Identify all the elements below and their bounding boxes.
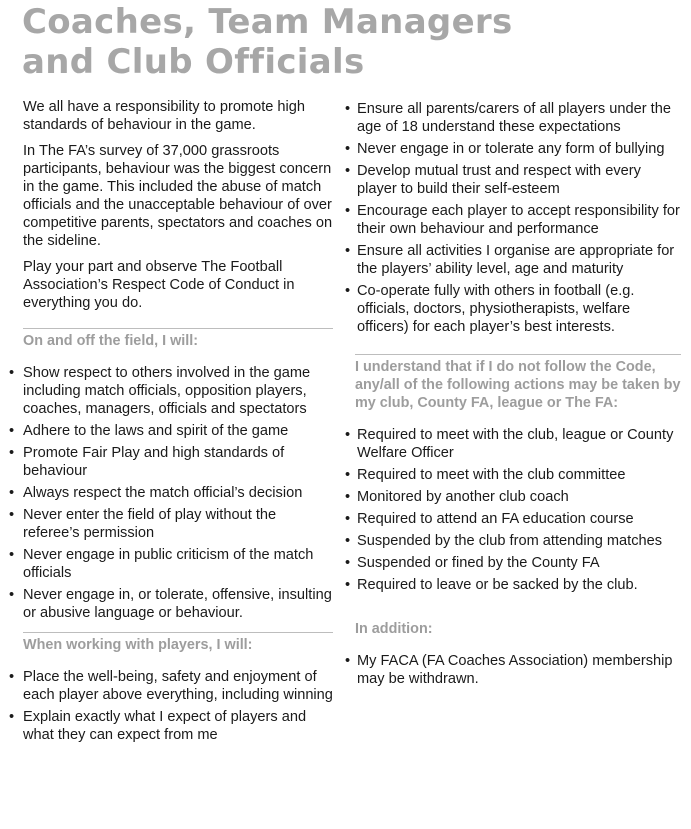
- addition-list: [345, 652, 681, 688]
- list-item: • Place the well-being, safety and enjoyment of each player above everything, including winning: [9, 668, 333, 704]
- list-item: • Monitored by another club coach: [345, 488, 681, 506]
- list-item: • Required to meet with the club, league or County Welfare Officer: [345, 426, 681, 462]
- working-with-players-list-continued: [345, 100, 681, 336]
- right-column: [345, 100, 681, 692]
- intro-paragraph: Play your part and observe The Football Association’s Respect Code of Conduct in everything you do.: [23, 259, 295, 311]
- list-item: • Required to leave or be sacked by the club.: [345, 576, 681, 594]
- list-item: • Never engage in or tolerate any form of bullying: [345, 140, 681, 158]
- list-item: • Explain exactly what I expect of players and what they can expect from me: [9, 708, 333, 744]
- list-item: • Suspended or fined by the County FA: [345, 554, 681, 572]
- intro-paragraph: In The FA’s survey of 37,000 grassroots participants, behaviour was the biggest concern in the game. This included the abuse of match officials and the unacceptable behaviour of over competitive parents, spectators and coaches on the sideline.: [23, 143, 333, 249]
- title-line-1: Coaches, Team Managers: [22, 2, 513, 42]
- on-off-field-list: [23, 364, 333, 622]
- list-item: • Develop mutual trust and respect with every player to build their self-esteem: [345, 162, 681, 198]
- list-item: • Ensure all parents/carers of all players under the age of 18 understand these expectations: [345, 100, 681, 136]
- list-item: • Required to attend an FA education course: [345, 510, 681, 528]
- list-item: • Never engage in public criticism of the match officials: [9, 546, 333, 582]
- intro-paragraph: We all have a responsibility to promote high standards of behaviour in the game.: [23, 99, 306, 133]
- title-line-2: and Club Officials: [22, 42, 365, 82]
- list-item: • Co-operate fully with others in football (e.g. officials, doctors, physiotherapists, welfare officers) for each player’s best interests.: [345, 282, 681, 336]
- list-item: • Never engage in, or tolerate, offensive, insulting or abusive language or behaviour.: [9, 586, 333, 622]
- list-item: • Show respect to others involved in the game including match officials, opposition players, coaches, managers, officials and spectators: [9, 364, 333, 418]
- left-column: [23, 98, 333, 748]
- list-item: • Promote Fair Play and high standards of behaviour: [9, 444, 333, 480]
- working-with-players-list: [23, 668, 333, 744]
- section-heading-consequences: I understand that if I do not follow the Code, any/all of the following actions may be taken by my club, County FA, league or The FA:: [355, 354, 681, 412]
- list-item: • Adhere to the laws and spirit of the game: [9, 422, 333, 440]
- list-item: • Never enter the field of play without the referee’s permission: [9, 506, 333, 542]
- section-heading-in-addition: In addition:: [355, 621, 433, 637]
- list-item: • Ensure all activities I organise are appropriate for the players’ ability level, age and maturity: [345, 242, 681, 278]
- section-heading-working-with-players: When working with players, I will:: [23, 632, 333, 654]
- list-item: • Encourage each player to accept responsibility for their own behaviour and performance: [345, 202, 681, 238]
- list-item: • My FACA (FA Coaches Association) membership may be withdrawn.: [345, 652, 681, 688]
- section-heading-on-off-field: On and off the field, I will:: [23, 328, 333, 350]
- list-item: • Suspended by the club from attending matches: [345, 532, 681, 550]
- page-title: [22, 2, 513, 82]
- list-item: • Required to meet with the club committee: [345, 466, 681, 484]
- consequences-list: [345, 426, 681, 594]
- list-item: • Always respect the match official’s decision: [9, 484, 333, 502]
